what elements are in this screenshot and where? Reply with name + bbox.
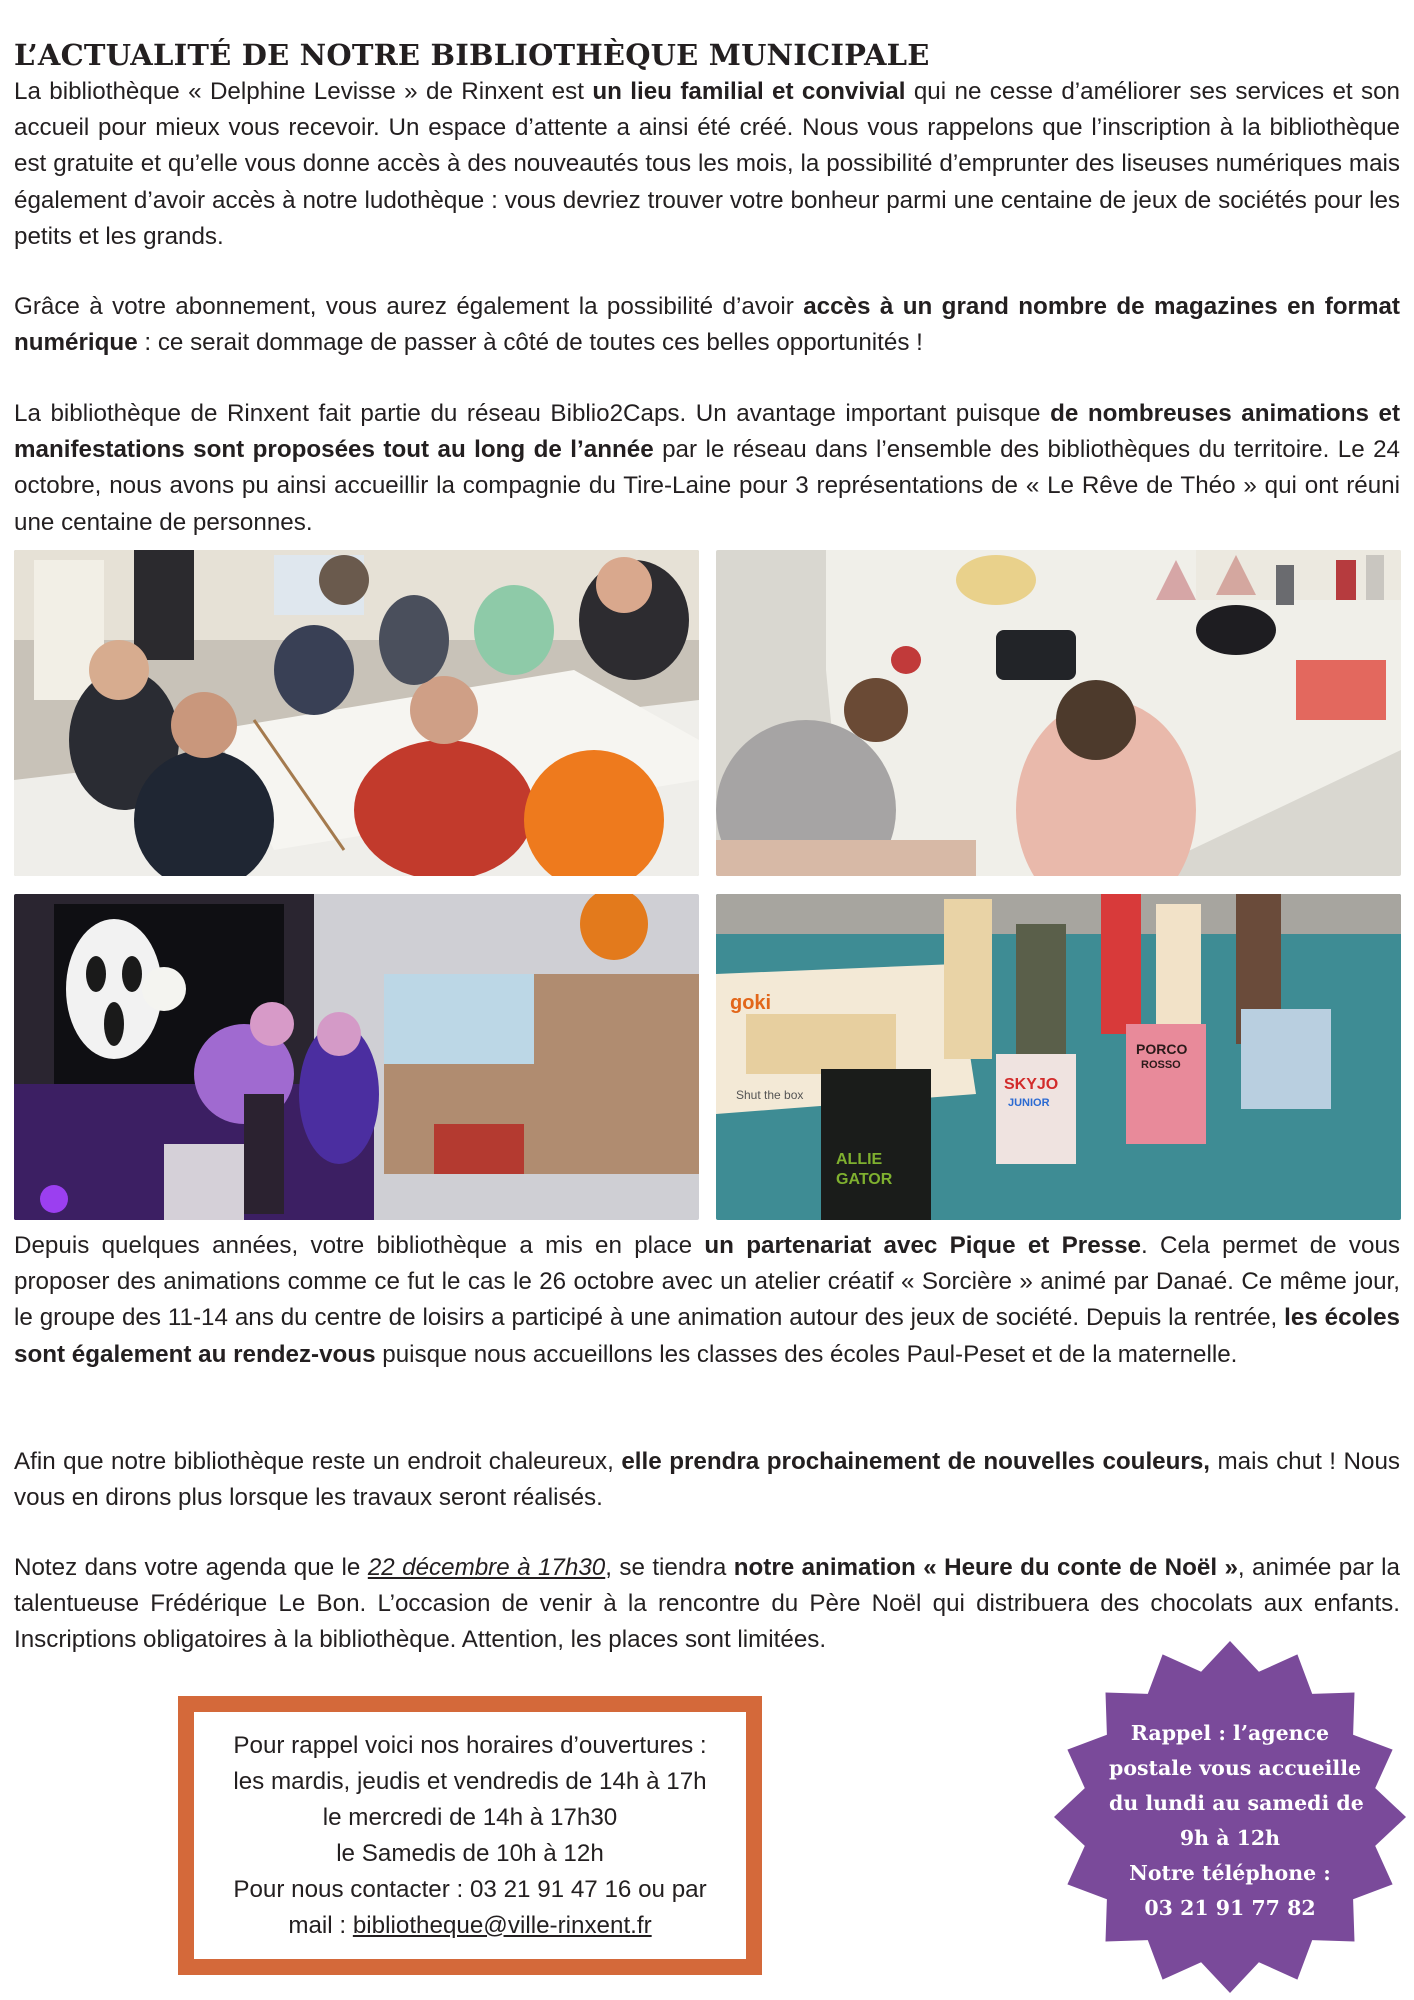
badge-line: du lundi au samedi de — [1109, 1791, 1364, 1815]
shut-the-box-label: Shut the box — [736, 1088, 804, 1102]
christmas-event-paragraph: Notez dans votre agenda que le 22 décembre à 17h30, se tiendra notre animation « Heure du conte de Noël », animée par la talentueuse Frédérique Le Bon. L’occasion de venir à la rencontre du Père Noël qui distribuera des chocolats aux enfants. Inscriptions obligatoires à la bibliothèque. Attention, les places sont limitées. — [14, 1554, 1401, 1654]
hours-line: Pour nous contacter : 03 21 91 47 16 ou par — [233, 1875, 707, 1903]
network-paragraph: La bibliothèque de Rinxent fait partie du réseau Biblio2Caps. Un avantage important puisque de nombreuses animations et manifestations sont proposées tout au long de l’année par le réseau dans l’ensemble des bibliothèques du territoire. Le 24 octobre, nous avons pu ainsi accueillir la compagnie du Tire-Laine pour 3 représentations de « Le Rêve de Théo » qui ont réuni une centaine de personnes. — [14, 400, 1401, 536]
skyjo-label: SKYJO — [1004, 1076, 1059, 1093]
rosso-label: ROSSO — [1141, 1059, 1181, 1071]
partnership-paragraph: Depuis quelques années, votre bibliothèque a mis en place un partenariat avec Pique et Presse. Cela permet de vous proposer des animations comme ce fut le cas le 26 octobre avec un atelier créatif « Sorcière » animé par Danaé. Ce même jour, le groupe des 11-14 ans du centre de loisirs a participé à une animation autour des jeux de société. Depuis la rentrée, les écoles sont également au rendez-vous puisque nous accueillons les classes des écoles Paul-Peset et de la maternelle. — [14, 1232, 1400, 1368]
hours-line: mail : bibliotheque@ville-rinxent.fr — [288, 1911, 652, 1939]
allie-label: ALLIE — [836, 1151, 883, 1168]
post-office-badge — [1049, 1640, 1411, 1995]
photo-board-games — [716, 894, 1401, 1220]
event-date: 22 décembre à 17h30 — [367, 1554, 606, 1581]
badge-line: 9h à 12h — [1179, 1826, 1281, 1850]
renovation-paragraph: Afin que notre bibliothèque reste un endroit chaleureux, elle prendra prochainement de nouvelles couleurs, mais chut ! Nous vous en dirons plus lorsque les travaux seront réalisés. — [14, 1448, 1400, 1512]
hours-line: le Samedis de 10h à 12h — [336, 1839, 604, 1867]
hours-line: le mercredi de 14h à 17h30 — [322, 1803, 618, 1831]
junior-label: JUNIOR — [1008, 1097, 1050, 1109]
photo-craft-table — [716, 550, 1401, 876]
gator-label: GATOR — [836, 1171, 893, 1188]
badge-phone: 03 21 91 77 82 — [1144, 1896, 1316, 1920]
badge-line: postale vous accueille — [1109, 1756, 1362, 1780]
badge-line: Notre téléphone : — [1129, 1861, 1331, 1885]
hours-line: Pour rappel voici nos horaires d’ouvertures : — [233, 1731, 707, 1759]
photo-theatre-show — [14, 894, 699, 1220]
opening-hours-box — [178, 1696, 762, 1975]
goki-label: goki — [730, 992, 772, 1014]
photo-children-workshop — [14, 550, 699, 876]
porco-label: PORCO — [1136, 1041, 1188, 1057]
hours-line: les mardis, jeudis et vendredis de 14h à 17h — [233, 1767, 707, 1795]
email-link[interactable]: bibliotheque@ville-rinxent.fr — [352, 1911, 652, 1939]
page-title: L’ACTUALITÉ DE NOTRE BIBLIOTHÈQUE MUNICIPALE — [14, 38, 930, 72]
magazines-paragraph: Grâce à votre abonnement, vous aurez également la possibilité d’avoir accès à un grand nombre de magazines en format numérique : ce serait dommage de passer à côté de toutes ces belles opportunités ! — [14, 293, 1400, 357]
intro-paragraph: La bibliothèque « Delphine Levisse » de Rinxent est un lieu familial et convivial qui ne cesse d’améliorer ses services et son accueil pour mieux vous recevoir. Un espace d’attente a ainsi été créé. Nous vous rappelons que l’inscription à la bibliothèque est gratuite et qu’elle vous donne accès à des nouveautés tous les mois, la possibilité d’emprunter des liseuses numériques mais également d’avoir accès à notre ludothèque : vous devriez trouver votre bonheur parmi une centaine de jeux de sociétés pour les petits et les grands. — [14, 78, 1400, 250]
badge-line: Rappel : l’agence — [1130, 1721, 1330, 1745]
